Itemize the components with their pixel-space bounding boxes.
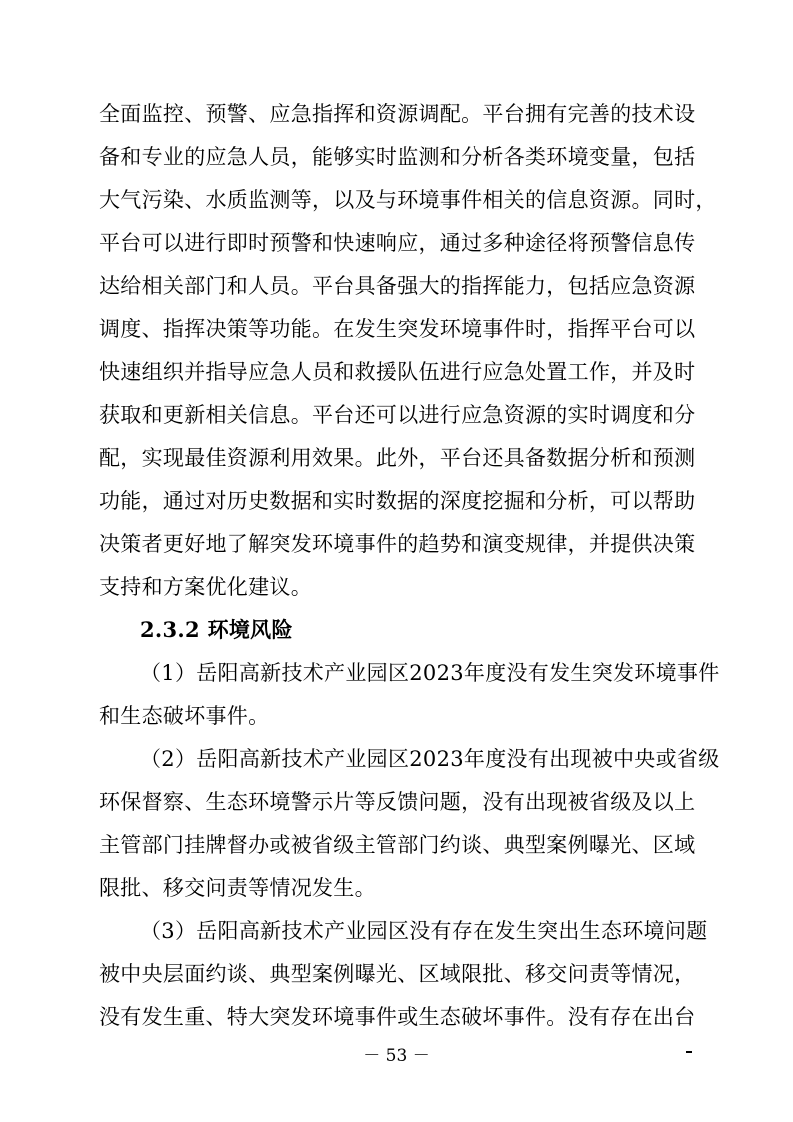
body-text-line: 环保督察、生态环境警示片等反馈问题，没有出现被省级及以上 — [99, 790, 696, 814]
body-text-line: 大气污染、水质监测等，以及与环境事件相关的信息资源。同时， — [99, 188, 717, 212]
body-text-line: 全面监控、预警、应急指挥和资源调配。平台拥有完善的技术设 — [99, 102, 696, 126]
body-text-line: 调度、指挥决策等功能。在发生突发环境事件时，指挥平台可以 — [99, 317, 696, 341]
body-text-line: 和生态破坏事件。 — [99, 704, 270, 728]
body-text-line: 没有发生重、特大突发环境事件或生态破坏事件。没有存在出台 — [99, 1005, 696, 1029]
page-number: － 53 － — [363, 1046, 430, 1066]
body-text-line: 支持和方案优化建议。 — [99, 575, 312, 599]
section-heading: 2.3.2 环境风险 — [140, 617, 293, 642]
body-text-line: 获取和更新相关信息。平台还可以进行应急资源的实时调度和分 — [99, 403, 696, 427]
body-text-line: 主管部门挂牌督办或被省级主管部门约谈、典型案例曝光、区域 — [99, 833, 696, 857]
body-text-line: 达给相关部门和人员。平台具备强大的指挥能力，包括应急资源 — [99, 274, 696, 298]
body-text-line: 决策者更好地了解突发环境事件的趋势和演变规律，并提供决策 — [99, 532, 696, 556]
body-text-line: 限批、移交问责等情况发生。 — [99, 876, 376, 900]
body-text-line: 快速组织并指导应急人员和救援队伍进行应急处置工作，并及时 — [99, 360, 696, 384]
body-text-line: （3）岳阳高新技术产业园区没有存在发生突出生态环境问题 — [140, 919, 708, 943]
body-text-line: 备和专业的应急人员，能够实时监测和分析各类环境变量，包括 — [99, 145, 696, 169]
body-text-line: 配，实现最佳资源利用效果。此外，平台还具备数据分析和预测 — [99, 446, 696, 470]
body-text-line: （2）岳阳高新技术产业园区2023年度没有出现被中央或省级 — [140, 747, 720, 771]
body-text-line: 被中央层面约谈、典型案例曝光、区域限批、移交问责等情况， — [99, 962, 696, 986]
body-text-line: （1）岳阳高新技术产业园区2023年度没有发生突发环境事件 — [140, 661, 720, 685]
body-text-line: 平台可以进行即时预警和快速响应，通过多种途径将预警信息传 — [99, 231, 696, 255]
body-text-line: 功能，通过对历史数据和实时数据的深度挖掘和分析，可以帮助 — [99, 489, 696, 513]
